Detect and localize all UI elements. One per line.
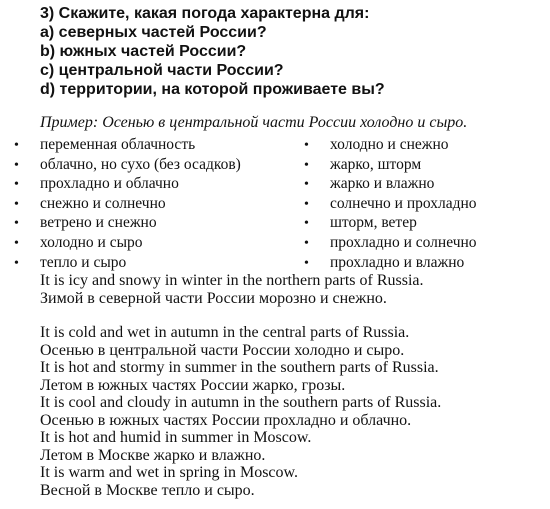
answer-russian: Осенью в южных частях России прохладно и облачно. (40, 411, 412, 429)
list-item-text: шторм, ветер (330, 214, 417, 232)
question-item-b: b) южных частей России? (40, 43, 247, 60)
list-item-text: холодно и снежно (330, 136, 449, 153)
answer-russian: Летом в южных частях России жарко, грозы. (40, 376, 346, 394)
answer-russian: Осенью в центральной части России холодно и сыро. (40, 341, 405, 359)
answer-block-other (40, 324, 540, 499)
bullet-icon: • (14, 177, 19, 193)
answer-russian: Весной в Москве тепло и сыро. (40, 481, 255, 499)
list-item-text: прохладно и солнечно (330, 233, 477, 251)
list-item (304, 214, 477, 234)
answer-english: It is cold and wet in autumn in the central parts of Russia. (40, 324, 410, 341)
list-item (304, 136, 477, 156)
weather-list-left (14, 136, 241, 273)
bullet-icon: • (14, 138, 19, 153)
answer-english: It is hot and stormy in summer in the southern parts of Russia. (40, 359, 439, 376)
answer-russian: Зимой в северной части России морозно и снежно. (40, 289, 387, 307)
bullet-icon: • (14, 255, 19, 271)
example-sentence: Пример: Осенью в центральной части России холодно и сыро. (40, 114, 468, 131)
bullet-icon: • (304, 157, 309, 173)
question-item-a: a) северных частей России? (40, 24, 267, 41)
list-item-text: тепло и сыро (40, 253, 127, 271)
bullet-icon: • (304, 255, 309, 271)
list-item (14, 195, 241, 215)
answer-english: It is icy and snowy in winter in the northern parts of Russia. (40, 272, 424, 289)
bullet-icon: • (304, 138, 309, 153)
list-item-text: жарко и влажно (330, 175, 435, 193)
list-item (14, 254, 241, 274)
list-item (14, 156, 241, 176)
list-item-text: прохладно и облачно (40, 175, 179, 193)
bullet-icon: • (304, 177, 309, 193)
list-item-text: солнечно и прохладно (330, 194, 477, 212)
list-item (304, 254, 477, 274)
answer-english: It is cool and cloudy in autumn in the southern parts of Russia. (40, 394, 442, 411)
bullet-icon: • (14, 196, 19, 212)
list-item-text: переменная облачность (40, 136, 196, 153)
list-item (304, 234, 477, 254)
list-item-text: ветрено и снежно (40, 214, 157, 232)
bullet-icon: • (304, 196, 309, 212)
list-item-text: облачно, но сухо (без осадков) (40, 155, 241, 173)
list-item (14, 234, 241, 254)
weather-list-right (304, 136, 477, 273)
bullet-icon: • (14, 216, 19, 232)
list-item-text: холодно и сыро (40, 233, 143, 251)
answer-russian: Летом в Москве жарко и влажно. (40, 446, 266, 464)
list-item (14, 175, 241, 195)
list-item (304, 195, 477, 215)
list-item (14, 136, 241, 156)
bullet-icon: • (304, 235, 309, 251)
list-item-text: прохладно и влажно (330, 253, 465, 271)
question-heading: 3) Скажите, какая погода характерна для: (40, 5, 370, 22)
list-item-text: жарко, шторм (330, 155, 422, 173)
list-item-text: снежно и солнечно (40, 194, 166, 212)
bullet-icon: • (304, 216, 309, 232)
bullet-icon: • (14, 157, 19, 173)
list-item (14, 214, 241, 234)
answer-english: It is hot and humid in summer in Moscow. (40, 429, 312, 446)
answer-block-north (40, 272, 540, 307)
question-item-d: d) территории, на которой проживаете вы? (40, 81, 385, 98)
answer-english: It is warm and wet in spring in Moscow. (40, 464, 299, 481)
bullet-icon: • (14, 235, 19, 251)
list-item (304, 156, 477, 176)
question-block (40, 4, 540, 99)
question-item-c: c) центральной части России? (40, 62, 284, 79)
list-item (304, 175, 477, 195)
